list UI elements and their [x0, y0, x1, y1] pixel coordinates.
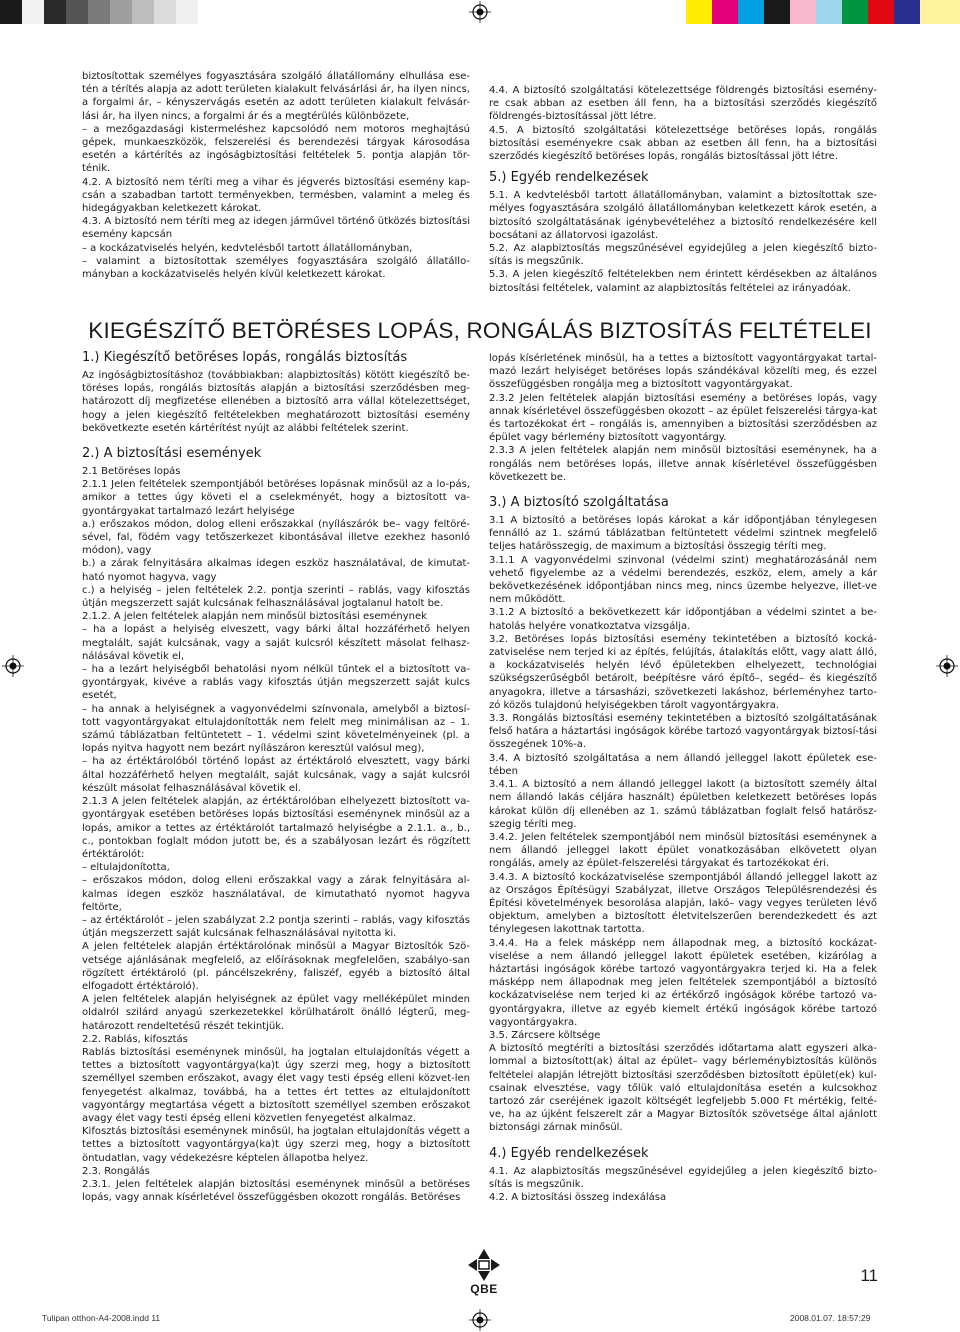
- registration-mark-icon: [469, 1, 491, 23]
- paragraph: 4.3. A biztosító nem téríti meg az idegen járművel történő ütközés biztosítási esemény kapcsán: [82, 216, 470, 241]
- color-swatch: [790, 0, 816, 24]
- paragraph: 2.3.2 Jelen feltételek alapján biztosítási esemény a betöréses lopás, vagy annak kísérletével összefüggésben okozott – az épület felszerelési tárgya-kat és tartozékokat ért – rongálás is, amennyiben a biztosítási szerződésben az épület vagy bérlemény biztosított vagyontárgy.: [489, 392, 877, 444]
- paragraph: 2.3. Rongálás: [82, 1165, 150, 1177]
- color-swatch: [132, 0, 154, 24]
- paragraph: Az ingóságbiztosításhoz (továbbiakban: alapbiztosítás) kötött kiegészítő be-töréses lopás, rongálás biztosítás alapján a biztosítási szerződésben meg-határozott díj megfizetése ellenében a biztosító arra vállal kötelezettséget, hogy a jelen kiegészítő feltételekben meghatározott biztosítási esemény bekövetkezte esetén kártérítést nyújt az alábbi feltételek szerint.: [82, 370, 470, 434]
- paragraph: 4.2. A biztosítási összeg indexálása: [489, 1191, 667, 1203]
- paragraph: 2.3.3 A jelen feltételek alapján nem minősül biztosítási eseménynek, ha a rongálás nem betöréses lopás, illetve annak kísérletével összefüggésben következett be.: [489, 445, 877, 483]
- color-swatch: [44, 0, 66, 24]
- left-column: [82, 349, 470, 1204]
- paragraph: – az értéktárolót – jelen szabályzat 2.2 pontja szerinti – rablás, vagy kifosztás útján megszerzett saját kulcsának felhasználásával nyitotta ki.: [82, 914, 470, 940]
- color-swatch: [868, 0, 894, 24]
- paragraph: 4.5. A biztosító szolgáltatási kötelezettsége betöréses lopás, rongálás biztosítási eseményekre csak abban az esetben áll fenn, ha a biztosítási szerződés kiegészítő betöréses lopás, rongálás biztosítással jött létre.: [489, 124, 877, 163]
- section-heading: 5.) Egyéb rendelkezések: [489, 170, 649, 186]
- color-swatch: [842, 0, 868, 24]
- footer-timestamp: 2008.01.07. 18:57:29: [790, 1313, 871, 1323]
- color-swatch: [712, 0, 738, 24]
- section-heading: 1.) Kiegészítő betöréses lopás, rongálás biztosítás: [82, 350, 408, 365]
- color-swatch: [110, 0, 132, 24]
- paragraph: – ha annak a helyiségnek a vagyonvédelmi színvonala, amelyből a biztosí-tott vagyontárgyakat eltulajdonították nem felelt meg minimálisan az – 1. számú táblázatban feltüntetett – 1. védelmi szint követelményeinek (pl. a lopás nyitva hagyott nem bezárt nyílászáron keresztül valósul meg),: [82, 703, 470, 755]
- page-number: 11: [860, 1266, 878, 1285]
- paragraph: 3.1.1 A vagyonvédelmi szinvonal (védelmi szint) meghatározásánál nem vehető figyelembe az a védelmi berendezés, eszköz, elem, amely a kár bekövetkezésének időpontjában nincs meg, nincs üzembe helyezve, illet-ve nem működött.: [489, 554, 877, 606]
- paragraph: A biztosító megtéríti a biztosítási szerződés időtartama alatt egyszeri alka-lommal a biztosított(ak) által az épület– vagy bérleménybiztosítás különös feltételei alapján létrejött biztosítási szerződésben biztosított épület(ek) kul-csainak elvesztése, vagy tőlük való eltulajdonítása esetén a kulcsokhoz tartozó zár cseréjének igazolt költségét legfeljebb 5.000 Ft mértékig, felté-ve, ha az újként felszerelt zár a Magyar Biztosítók szövetsége által ajánlott biztonsági zárnak minősül.: [489, 1043, 877, 1134]
- paragraph: 2.3.1. Jelen feltételek alapján biztosítási eseménynek minősül a betöréses lopás, vagy annak kísérletével összefüggésben okozott rongálás. Betöréses: [82, 1178, 470, 1204]
- paragraph: – a kockázatviselés helyén, kedvtelésből tartott állatállományban,: [82, 242, 413, 254]
- paragraph: 3.2. Betöréses lopás biztosítási esemény tekintetében a biztosító kocká-zatviselése nem terjed ki az építés, felújítás, átalakítás előtt, vagy alatt álló, a kockázatviselés helyén lévő épületekben elhelyezett, technológiai szükségszerűségből betárolt, beépítésre váró építő–, segéd– és kiegészítő anyagokra, illetve a társasházi, szövetkezeti lakáshoz, bérleményhez tarto-zó közös tulajdonú helyiségekben tárolt vagyontárgyakra.: [489, 633, 877, 711]
- qbe-star-icon: [463, 1248, 505, 1282]
- section-heading: 2.) A biztosítási események: [82, 446, 262, 462]
- paragraph: 4.1. Az alapbiztosítás megszűnésével egyidejűleg a jelen kiegészítő bizto-sítás is megszűnik.: [489, 1165, 877, 1190]
- paragraph: Rablás biztosítási eseménynek minősül, ha jogtalan eltulajdonítás végett a tettes a biztosított vagyontárgya(ka)t úgy szerzi meg, hogy a biztosított személlyel szemben erőszakot, avagy élet vagy testi épség elleni közvet-len fenyegetést alkalmaz, továbbá, ha a tettes ért tettes az eltulajdonított vagyontárgy megtartása végett a biztosított személlyel szemben erőszakot avagy élet vagy testi épség elleni közvetlen fenyegetést alkalmaz.: [82, 1046, 470, 1124]
- paragraph: 3.4.4. Ha a felek másképp nem állapodnak meg, a biztosító kockázat-viselése a nem állandó jelleggel lakott épületek esetében, kizárólag a háztartási ingóságok körébe tartozó vagyontárgyakra terjed ki. Ha a felek másképp nem állapodnak meg jelen feltételek szempontjából a biztosító kockázatviselése nem terjed ki az értékőrző ingóságok körébe tartozó va-gyontárgyakra, illetve az egyéb kiemelt értékű ingóságok körébe tartozó vagyontárgyakra.: [489, 937, 877, 1028]
- color-swatch: [176, 0, 198, 24]
- paragraph: a.) erőszakos módon, dolog elleni erőszakkal (nyílászárók be– vagy feltöré-sével, fal, födém vagy tetőszerkezet kibontásával illetve ezekhez hasonló módon), vagy: [82, 518, 470, 557]
- color-swatch: [816, 0, 842, 24]
- color-swatch: [764, 0, 790, 24]
- paragraph: A jelen feltételek alapján helyiségnek az épület vagy melléképület minden oldalról szilárd anyagú szerkezetekkel körülhatárolt önálló légterű, meg-határozott rendeltetésű részét tekintjük.: [82, 994, 470, 1032]
- paragraph: A jelen feltételek alapján értéktárolónak minősül a Magyar Biztosítók Szö-vetsége ajánlásának megfelelő, az előírásoknak megfelelően, szabályo-san rögzített értéktároló (pl. páncélszekrény, faliszéf, egyéb a biztosító által elfogadott értéktároló).: [82, 941, 470, 992]
- color-swatch: [738, 0, 764, 24]
- paragraph: – erőszakos módon, dolog elleni erőszakkal vagy a zárak felnyitására al-kalmas idegen eszköz használatával, de kimutatható nyomot hagyva feltörte,: [82, 875, 470, 913]
- paragraph: b.) a zárak felnyitására alkalmas idegen eszköz használatával, de kimutat-ható nyomot hagyva, vagy: [82, 558, 470, 583]
- paragraph: – eltulajdonította,: [82, 862, 170, 874]
- section-heading: 4.) Egyéb rendelkezések: [489, 1145, 649, 1161]
- paragraph: 3.4.2. Jelen feltételek szempontjából nem minősül biztosítási eseménynek a nem állandó jelleggel lakott épület vonatkozásában elkövetett olyan rongálás, amely az épület-felszerelési tárgyakat és tartozékokat éri.: [489, 831, 877, 870]
- paragraph: – ha a lezárt helyiségből behatolási nyom nélkül tűntek el a biztosított va-gyontárgyak, kivéve a rablás vagy kifosztás útján megszerzett saját kulcs esetét,: [82, 664, 470, 702]
- page-title: KIEGÉSZÍTŐ BETÖRÉSES LOPÁS, RONGÁLÁS BIZTOSÍTÁS FELTÉTELEI: [88, 318, 872, 343]
- color-swatch: [88, 0, 110, 24]
- paragraph: 4.2. A biztosító nem téríti meg a vihar és jégverés biztosítási esemény kap-csán a szabadban tartott terményekben, termésben, valamint a meleg és hidegágyakban keletkezett károkat.: [82, 176, 470, 215]
- section-heading: 3.) A biztosító szolgáltatása: [489, 495, 669, 511]
- paragraph: 2.1.3 A jelen feltételek alapján, az értéktárolóban elhelyezett biztosított va-gyontárgyak esetében betöréses lopás biztosítási eseménynek minősül az a lopás, amikor a tettes az értéktárolót tartalmazó helyiségbe a 2.1.1. a., b., c., pontokban foglalt módon jutott be, és a szabályosan lezárt és rögzített értéktárolót:: [82, 796, 470, 860]
- paragraph: 5.2. Az alapbiztosítás megszűnésével egyidejűleg a jelen kiegészítő bizto-sítás is megszűnik.: [489, 243, 877, 268]
- paragraph: 3.4. A biztosító szolgáltatása a nem állandó jelleggel lakott épületek ese-tében: [489, 752, 877, 777]
- paragraph: Kifosztás biztosítási eseménynek minősül, ha jogtalan eltulajdonítás végett a tettes a biztosított vagyontárgya(ka)t úgy szerzi meg, hogy a biztosított öntudatlan, vagy védekezésre képtelen állapotba helyez.: [82, 1126, 470, 1164]
- footer-filename: Tulipan otthon-A4-2008.indd 11: [42, 1313, 161, 1323]
- paragraph: lopás kísérletének minősül, ha a tettes a biztosított vagyontárgyakat tartal-mazó lezárt helyiséget betöréses lopás szándékával közelíti meg, és ezzel összefüggésben rongálja meg a biztosított vagyontárgyakat.: [489, 353, 877, 391]
- paragraph: 2.1.2. A jelen feltételek alapján nem minősül biztosítási eseménynek: [82, 611, 427, 623]
- color-swatch: [154, 0, 176, 24]
- qbe-logo: [463, 1248, 505, 1296]
- color-swatch: [686, 0, 712, 24]
- registration-mark-icon: [469, 1309, 491, 1331]
- registration-mark-icon: [2, 655, 24, 677]
- paragraph: – valamint a biztosítottak személyes fogyasztására szolgáló állatállo-mányban a kockázatviselés helyén kívül keletkezett károkat.: [82, 255, 470, 281]
- paragraph: 3.5. Zárcsere költsége: [489, 1029, 601, 1041]
- paragraph: 3.3. Rongálás biztosítási esemény tekintetében a biztosító szolgáltatásának felső határa a háztartási ingóságok körébe tartozó vagyontárgyak biztosí-tási összegének 10%-a.: [489, 713, 877, 751]
- paragraph: 3.4.1. A biztosító a nem állandó jelleggel lakott (a biztosított személy által nem állandó lakás céljára használt) épületben keletkezett betöréses lopás károkat külön díj ellenében az 1. számú táblázatban foglalt felső határösz-szegig téríti meg.: [489, 779, 877, 830]
- color-swatch: [0, 0, 22, 24]
- paragraph: biztosítottak személyes fogyasztására szolgáló állatállomány elhullása ese-tén a térítés alapja az adott területen kialakult felvásárlási ár, ha ilyen nincs, a forgalmi ár, – kényszervágás esetén az adott területen kialakult felvásár-lási ár, ha ilyen nincs, a forgalmi ár és a megtérülés különbözete,: [82, 71, 470, 122]
- right-column: [489, 352, 877, 1204]
- paragraph: – ha a lopást a helyiség elveszett, vagy bárki által hozzáférhető helyen megtalált, saját kulcsának, vagy a saját kulcsról készített másolat felhasz-nálásával követik el,: [82, 624, 470, 662]
- paragraph: – ha az értéktárolóból történő lopást az értéktároló elvesztett, vagy bárki által hozzáférhető helyen megtalált, saját kulcsának, vagy a saját kulcsról készült másolat felhasználásával követik el.: [82, 756, 470, 794]
- paragraph: 2.2. Rablás, kifosztás: [82, 1033, 188, 1045]
- paragraph: – a mezőgazdasági kistermeléshez kapcsolódó nem motoros meghajtású gépek, munkaeszközök, felszerelési és berendezési tárgyak károsodása esetén a kártérítés az ingóságbiztosítási feltételek 5. pontja alapján tör-ténik.: [82, 123, 470, 175]
- paragraph: 3.4.3. A biztosító kockázatviselése szempontjából állandó jelleggel lakott az az Országos Építésügyi Szabályzat, illetve Országos Településrendezési és Építési követelmények besorolása alapján, lakó– vagy vegyes területen lévő objektum, amelyben a biztosított életvitelszerűen berendezkedett és azt ténylegesen lakottnak tartotta.: [489, 871, 877, 936]
- paragraph: 4.4. A biztosító szolgáltatási kötelezettsége földrengés biztosítási esemény-re csak abban az esetben áll fenn, ha a biztosítási szerződés kiegészítő földrengés-biztosítással jött létre.: [489, 85, 877, 123]
- registration-mark-icon: [936, 655, 958, 677]
- color-swatch: [22, 0, 44, 24]
- paragraph: 5.3. A jelen kiegészítő feltételekben nem érintett kérdésekben az általános biztosítási feltételek, valamint az alapbiztosítás feltételei az irányadóak.: [489, 269, 877, 294]
- paragraph: 2.1 Betöréses lopás: [82, 466, 181, 478]
- paragraph: 3.1 A biztosító a betöréses lopás károkat a kár időpontjában ténylegesen fennálló az 1. számú táblázatban feltüntetett védelmi szintnek megfelelő teljes határösszegig, de maximum a biztosítási összegig téríti meg.: [489, 515, 877, 553]
- color-swatch: [920, 0, 960, 24]
- color-swatch: [894, 0, 920, 24]
- top-left-column: [82, 70, 470, 281]
- paragraph: 3.1.2 A biztosító a bekövetkezett kár időpontjában a védelmi szintet a be-hatolás helyére vonatkoztatva vizsgálja.: [489, 607, 877, 632]
- logo-text: QBE: [470, 1282, 498, 1296]
- top-right-column: [489, 84, 877, 295]
- color-swatch: [66, 0, 88, 24]
- paragraph: 2.1.1 Jelen feltételek szempontjából betöréses lopásnak minősül az a lo-pás, amikor a tettes úgy követi el a cselekményét, hogy a biztosított va-gyontárgyakat tartalmazó lezárt helyisége: [82, 479, 470, 517]
- paragraph: c.) a helyiség – jelen feltételek 2.2. pontja szerinti – rablás, vagy kifosztás útján megszerzett saját kulcsának felhasználásával jogtalanul hatolt be.: [82, 584, 470, 610]
- paragraph: 5.1. A kedvtelésből tartott állatállományban, valamint a biztosítottak sze-mélyes fogyasztására szolgáló állatállományban keletkezett károk esetén, a biztosító szolgáltatásának igénybevételéhez a biztosító rendelkezésére kell bocsátani az állatorvosi igazolást.: [489, 190, 877, 241]
